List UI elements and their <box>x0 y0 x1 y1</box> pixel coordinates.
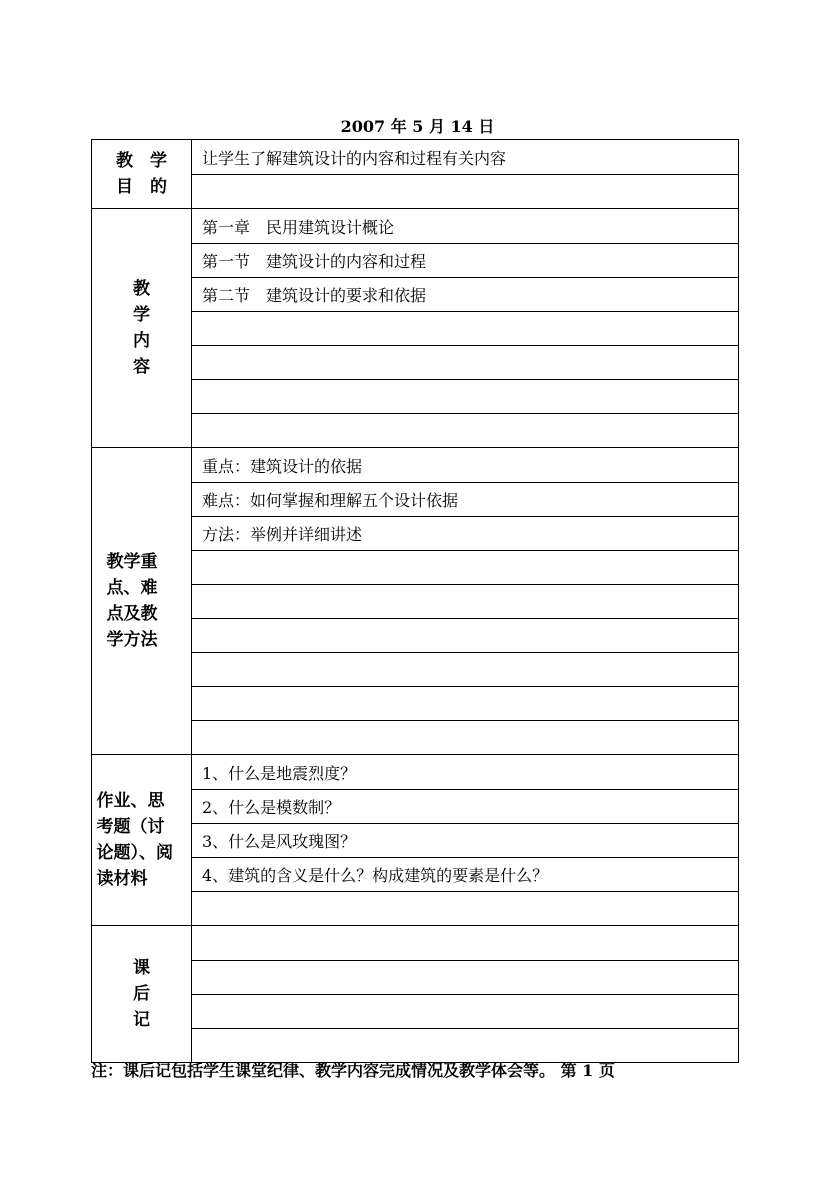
label-line: 作业、思 <box>96 791 165 811</box>
label-char: 课 <box>133 958 150 978</box>
table-row <box>192 379 738 413</box>
table-row: 难点：如何掌握和理解五个设计依据 <box>192 482 738 516</box>
label-line: 教学重 <box>106 552 158 572</box>
table-row <box>192 413 738 447</box>
label-homework <box>92 755 192 925</box>
section-homework <box>92 754 738 925</box>
label-teaching-aim <box>92 140 192 208</box>
label-char: 记 <box>133 1010 150 1030</box>
lesson-date: 2007 年 5 月 14 日 <box>340 117 495 136</box>
table-row <box>192 960 738 994</box>
table-row: 3、什么是风玫瑰图？ <box>192 823 738 857</box>
table-row <box>192 994 738 1028</box>
label-char: 内 <box>133 331 150 351</box>
table-row <box>192 720 738 754</box>
label-line: 读材料 <box>96 869 148 889</box>
table-row <box>192 652 738 686</box>
table-row: 1、什么是地震烈度？ <box>202 763 357 783</box>
table-row: 让学生了解建筑设计的内容和过程有关内容 <box>202 148 507 168</box>
table-row: 第一节 建筑设计的内容和过程 <box>192 243 738 277</box>
table-row <box>192 891 738 925</box>
table-row: 第二节 建筑设计的要求和依据 <box>192 277 738 311</box>
label-line: 点及教 <box>106 604 158 624</box>
table-row: 2、什么是模数制？ <box>192 789 738 823</box>
label-line: 论题）、阅 <box>96 843 173 863</box>
label-after-class-notes <box>92 926 192 1062</box>
label-char: 容 <box>133 357 150 377</box>
table-row <box>192 584 738 618</box>
table-row <box>192 618 738 652</box>
table-row: 重点：建筑设计的依据 <box>202 456 363 476</box>
label-char: 学 <box>133 305 150 325</box>
footer-note: 注：课后记包括学生课堂纪律、教学内容完成情况及教学体会等。 第 1 页 <box>91 1061 615 1080</box>
label-char: 教 <box>133 279 150 299</box>
label-line: 考题（讨 <box>96 817 165 837</box>
label-teaching-content <box>92 209 192 447</box>
table-row: 4、建筑的含义是什么？构成建筑的要素是什么？ <box>192 857 738 891</box>
table-row: 方法：举例并详细讲述 <box>192 516 738 550</box>
label-key-points-methods <box>92 448 192 754</box>
lesson-plan-table <box>91 139 739 1063</box>
table-row <box>192 686 738 720</box>
label-line: 教 学 <box>116 151 167 171</box>
table-row <box>192 550 738 584</box>
table-row <box>192 174 738 208</box>
table-row: 第一章 民用建筑设计概论 <box>202 217 395 237</box>
section-teaching-content <box>92 208 738 447</box>
section-after-class-notes <box>92 925 738 1062</box>
label-line: 学方法 <box>106 630 158 650</box>
table-row <box>192 1028 738 1062</box>
label-char: 后 <box>133 984 150 1004</box>
section-teaching-aim <box>92 140 738 208</box>
section-key-points-methods <box>92 447 738 754</box>
label-line: 目 的 <box>116 177 167 197</box>
table-row <box>192 926 738 960</box>
table-row <box>192 311 738 345</box>
label-line: 点、难 <box>106 578 158 598</box>
table-row <box>192 345 738 379</box>
